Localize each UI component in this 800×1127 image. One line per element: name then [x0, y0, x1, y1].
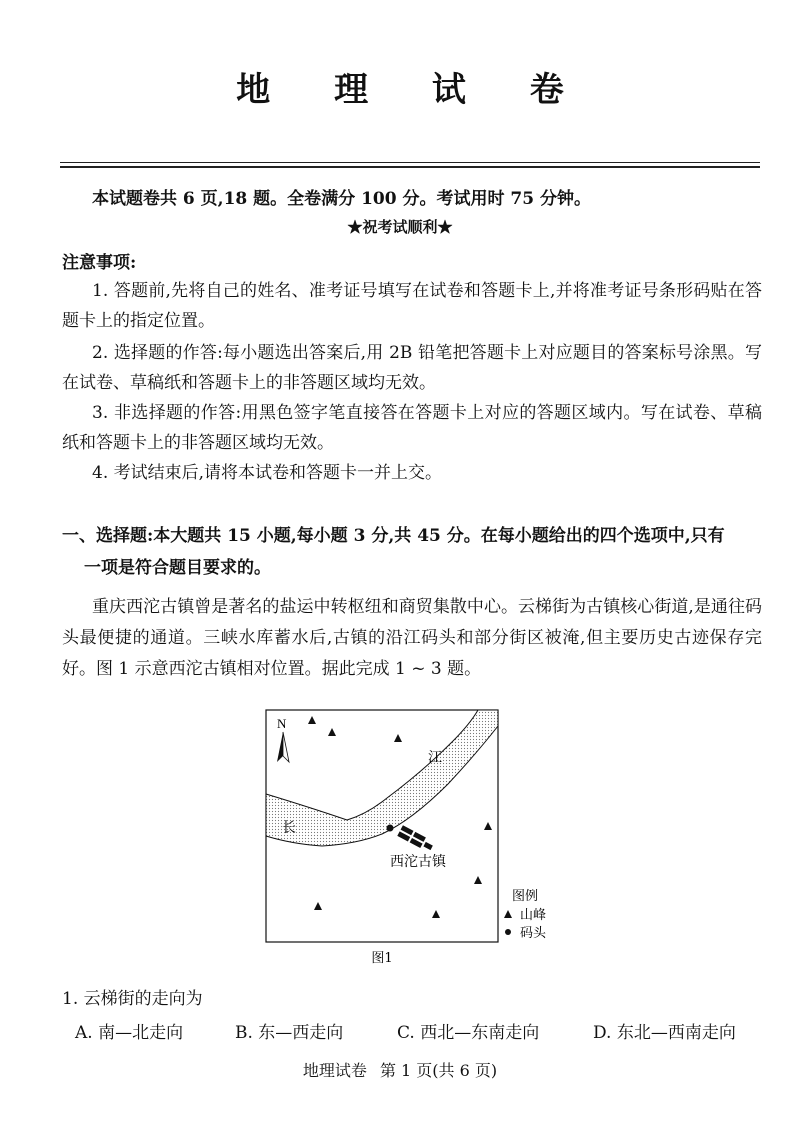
- notice-item-2: 2. 选择题的作答:每小题选出答案后,用 2B 铅笔把答题卡上对应题目的答案标号涂黑。写在试卷、草稿纸和答题卡上的非答题区域均无效。: [62, 343, 762, 393]
- notice-item-1: 1. 答题前,先将自己的姓名、准考证号填写在试卷和答题卡上,并将准考证号条形码贴在答题卡上的指定位置。: [62, 281, 762, 331]
- reading-passage: 重庆西沱古镇曾是著名的盐运中转枢纽和商贸集散中心。云梯街为古镇核心街道,是通往码头最便捷的通道。三峡水库蓄水后,古镇的沿江码头和部分街区被淹,但主要历史古迹保存完好。图 1 示意西沱古镇相对位置。据此完成 1 ~ 3 题。: [62, 597, 762, 679]
- figure-caption: 图1: [371, 951, 393, 966]
- footer-page-number: 第 1 页(共 6 页): [379, 1061, 498, 1080]
- question-1-stem: 1. 云梯街的走向为: [62, 989, 203, 1009]
- page-title: 地 理 试 卷: [236, 70, 590, 110]
- option-c: C. 西北—东南走向: [397, 1023, 540, 1043]
- section-heading-line1: 一、选择题:本大题共 15 小题,每小题 3 分,共 45 分。在每小题给出的四个选项中,只有: [62, 526, 725, 546]
- legend-dock-icon: [505, 929, 511, 935]
- header-divider-thick: [60, 166, 760, 168]
- footer-subject: 地理试卷: [302, 1061, 367, 1080]
- option-b: B. 东—西走向: [235, 1023, 344, 1043]
- section-heading: [62, 520, 762, 584]
- legend-dock-label: 码头: [520, 926, 547, 941]
- option-a: A. 南—北走向: [75, 1023, 184, 1043]
- dock-marker: [387, 825, 394, 832]
- notice-heading: 注意事项:: [62, 253, 137, 273]
- page-footer: [0, 1058, 800, 1081]
- river-label-chang: 长: [282, 820, 296, 836]
- legend-peak-icon: [504, 910, 512, 918]
- legend-title: 图例: [512, 889, 539, 904]
- exam-info: 本试题卷共 6 页,18 题。全卷满分 100 分。考试用时 75 分钟。: [92, 189, 591, 209]
- notice-item-3: 3. 非选择题的作答:用黑色签字笔直接答在答题卡上对应的答题区域内。写在试卷、草稿纸和答题卡上的非答题区域均无效。: [62, 403, 762, 453]
- town-label: 西沱古镇: [390, 854, 446, 870]
- header-divider-thin: [60, 162, 760, 163]
- option-d: D. 东北—西南走向: [593, 1023, 736, 1043]
- north-label: N: [277, 716, 287, 731]
- river-label-jiang: 江: [428, 750, 442, 766]
- map-svg: [262, 708, 562, 968]
- blessing-text: ★祝考试顺利★: [347, 218, 453, 236]
- section-heading-line2: 一项是符合题目要求的。: [84, 558, 271, 578]
- notice-item-4: 4. 考试结束后,请将本试卷和答题卡一并上交。: [92, 463, 443, 483]
- figure-1-map: [262, 708, 562, 968]
- legend-peak-label: 山峰: [520, 908, 547, 923]
